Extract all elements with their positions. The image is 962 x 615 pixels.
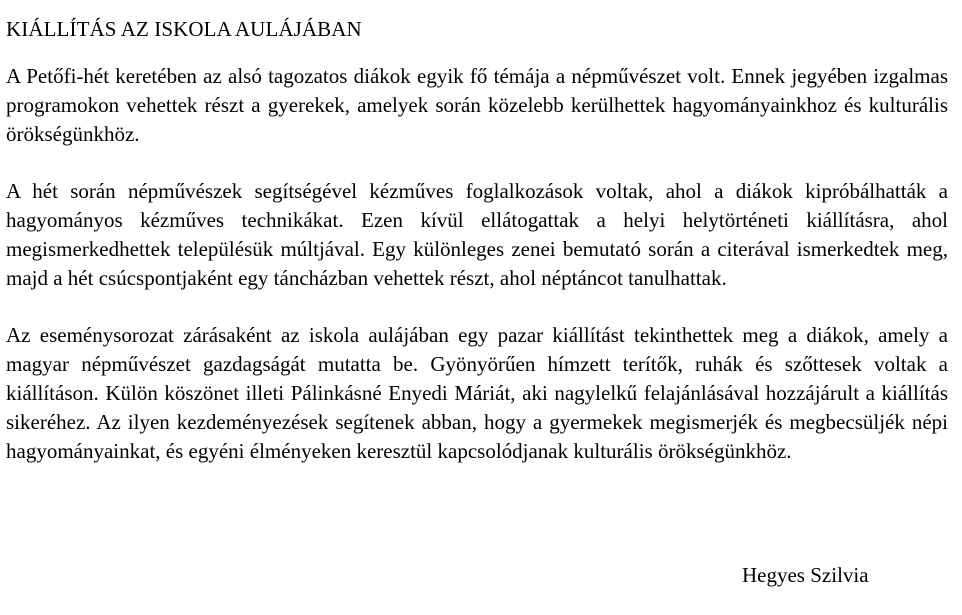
paragraph-exhibition: Az eseménysorozat zárásaként az iskola aulájában egy pazar kiállítást tekinthettek meg a diákok, amely a magyar népművészet gazdagságát mutatta be. Gyönyörűen hímzett terítők, ruhák és szőttesek voltak a kiállításon. Külön köszönet illeti Pálinkásné Enyedi Máriát, aki nagylelkű felajánlásával hozzájárult a kiállítás sikeréhez. Az ilyen kezdeményezések segítenek abban, hogy a gyermekek megismerjék és megbecsüljék népi hagyományainkat, és egyéni élményeken keresztül kapcsolódjanak kulturális örökségünkhöz. (6, 323, 948, 463)
paragraph-intro: A Petőfi-hét keretében az alsó tagozatos diákok egyik fő témája a népművészet volt. Ennek jegyében izgalmas programokon vehettek részt a gyerekek, amelyek során közelebb kerülhettek hagyományainkhoz és kulturális örökségünkhöz. (6, 64, 948, 146)
document-title: KIÁLLÍTÁS AZ ISKOLA AULÁJÁBAN (6, 17, 362, 41)
paragraph-week-activities: A hét során népművészek segítségével kézműves foglalkozások voltak, ahol a diákok kipróbálhatták a hagyományos kézműves technikákat. Ezen kívül ellátogattak a helyi helytörténeti kiállításra, ahol megismerkedhettek településük múltjával. Egy különleges zenei bemutató során a citerával ismerkedtek meg, majd a hét csúcspontjaként egy táncházban vehettek részt, ahol néptáncot tanulhattak. (6, 179, 948, 290)
author-signature: Hegyes Szilvia (742, 563, 869, 587)
document-body (6, 15, 948, 494)
